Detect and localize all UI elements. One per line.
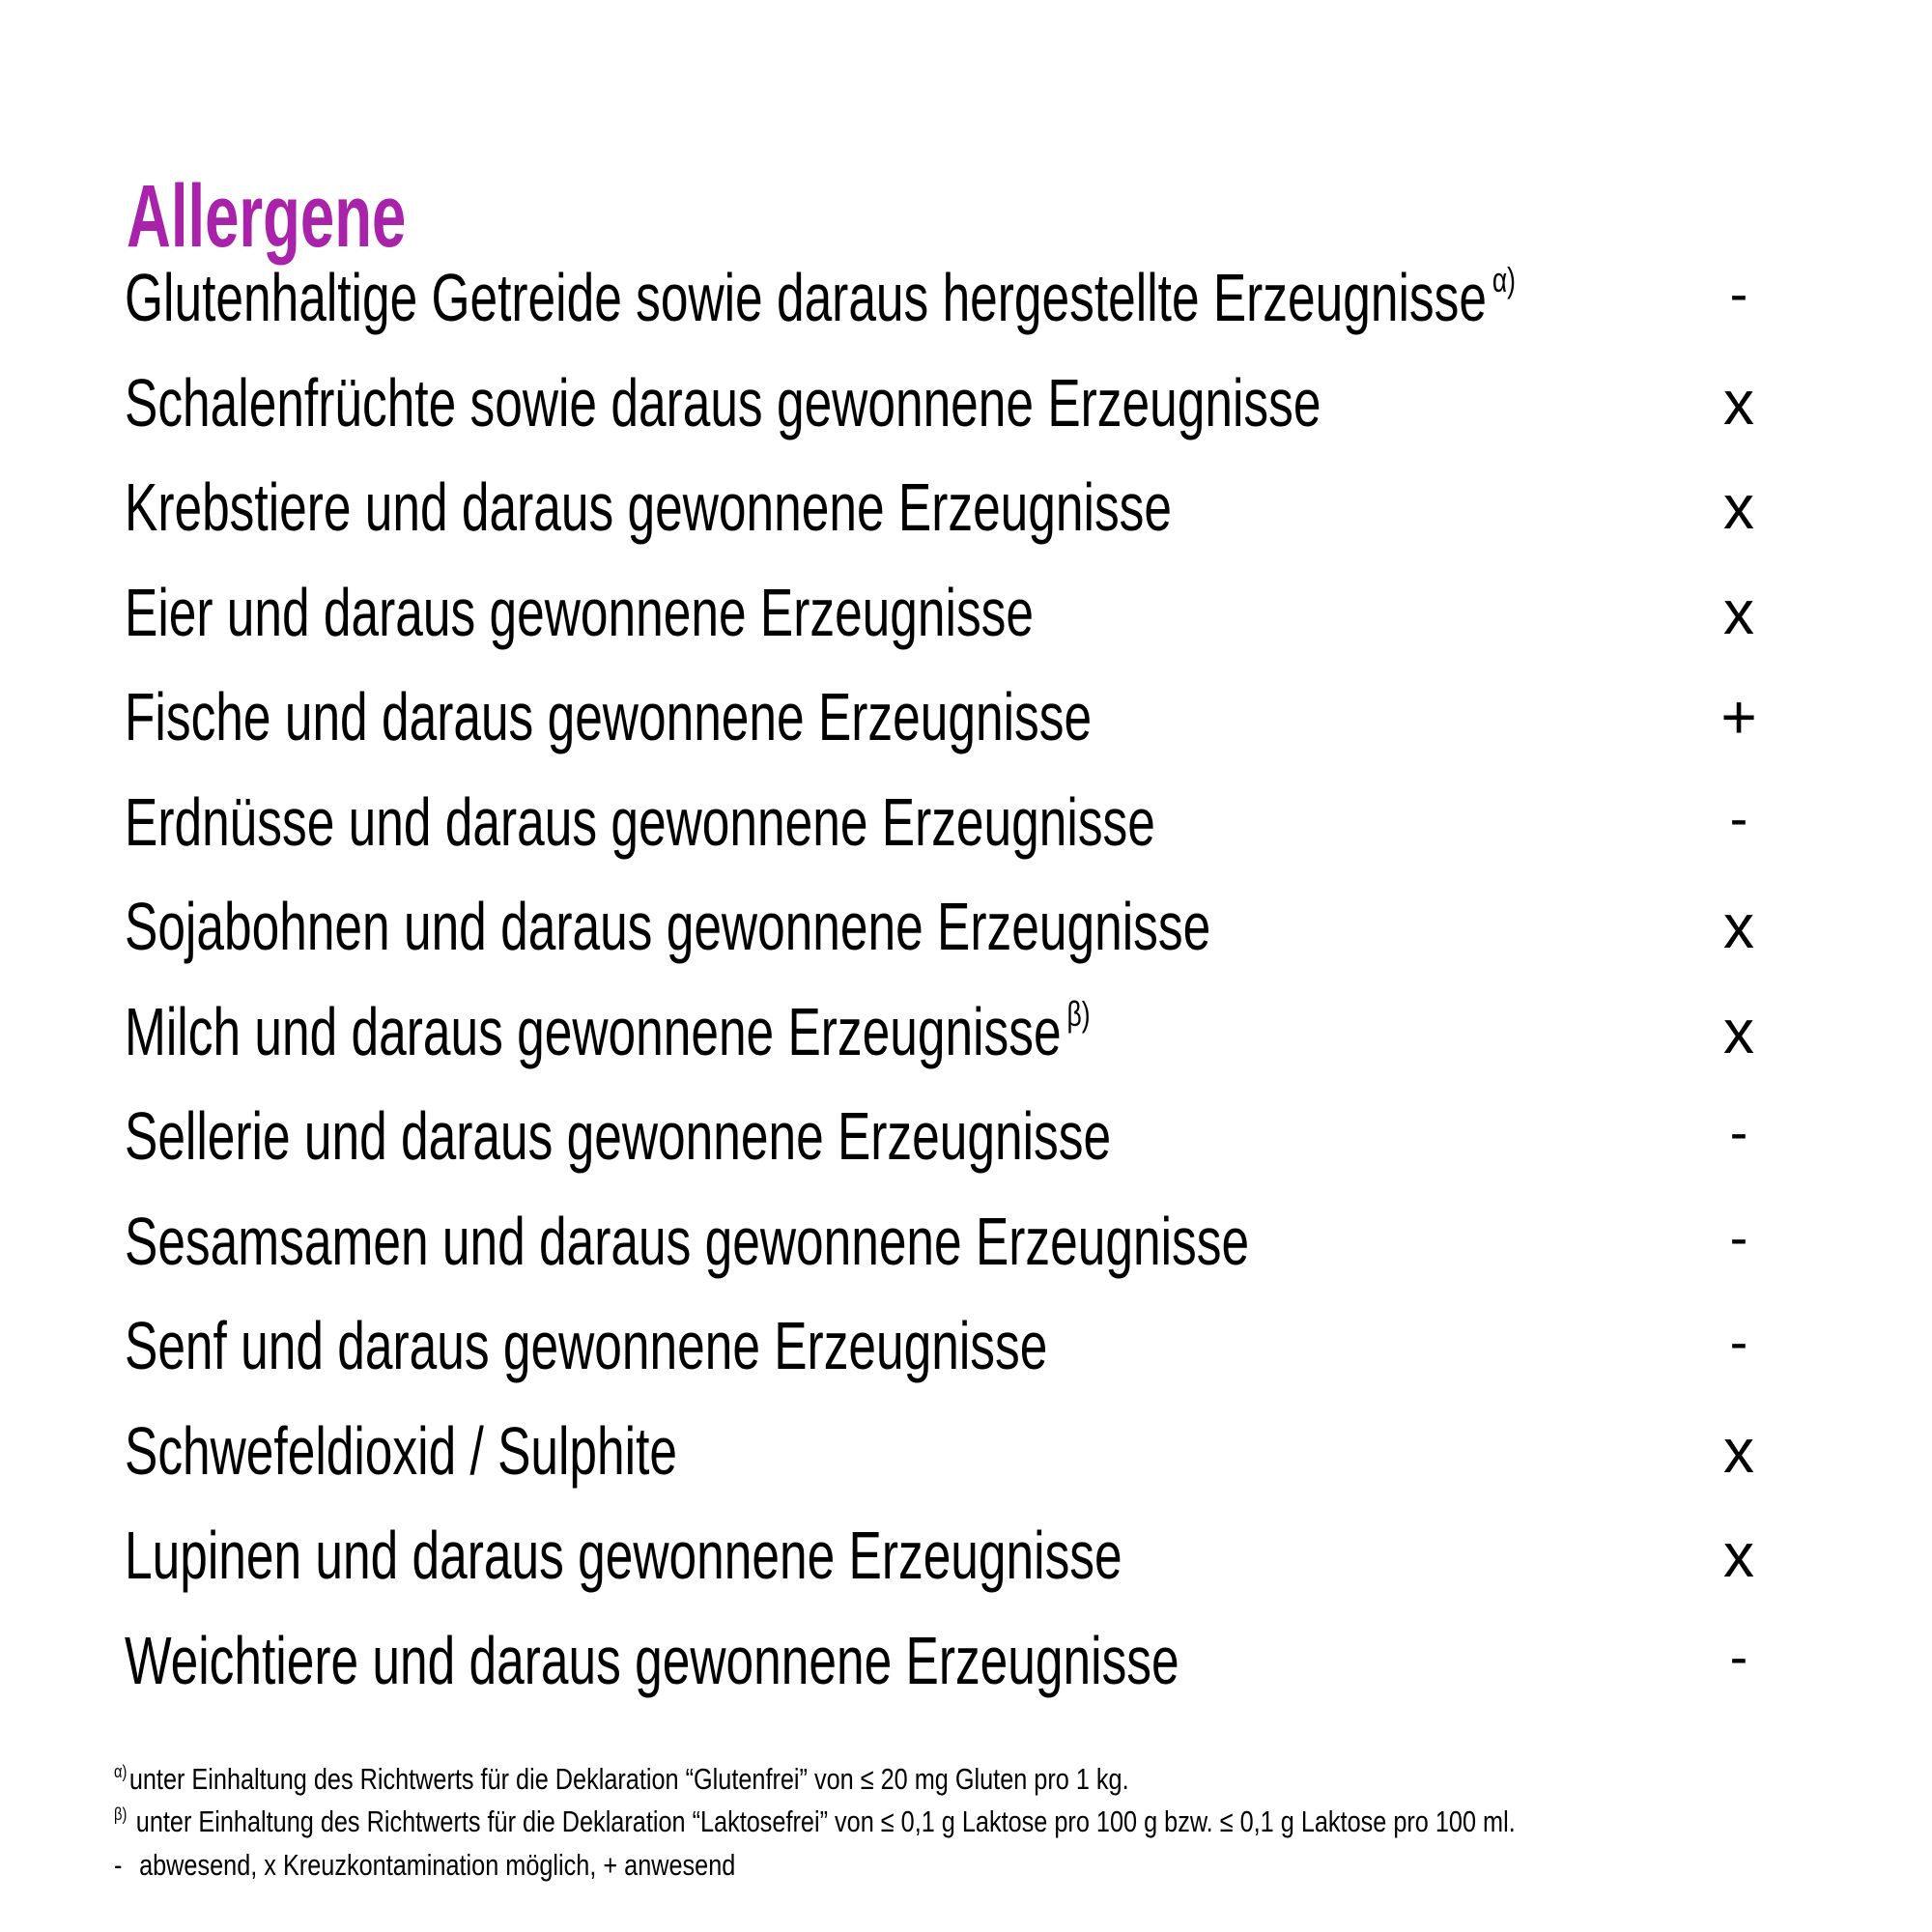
allergen-status-mark: x xyxy=(1723,1520,1754,1590)
allergen-status-mark: x xyxy=(1723,892,1754,961)
allergen-row xyxy=(0,459,1932,555)
allergen-label-text: Sesamsamen und daraus gewonnene Erzeugnisse xyxy=(125,1203,1250,1279)
allergen-label xyxy=(125,774,1155,870)
allergen-status-mark: - xyxy=(1729,1311,1748,1372)
footnote-legend-text: abwesend, x Kreuzkontamination möglich, + anwesend xyxy=(139,1848,736,1882)
allergen-label-text: Eier und daraus gewonnene Erzeugnisse xyxy=(125,574,1035,650)
allergen-label-text: Krebstiere und daraus gewonnene Erzeugnisse xyxy=(125,469,1173,545)
allergen-label-text: Schwefeldioxid / Sulphite xyxy=(125,1412,678,1489)
allergen-row xyxy=(0,774,1932,870)
allergen-status-mark: x xyxy=(1723,472,1754,542)
allergen-row xyxy=(0,1088,1932,1184)
allergen-row xyxy=(0,878,1932,975)
allergen-row xyxy=(0,983,1932,1080)
allergen-status-mark: x xyxy=(1723,367,1754,438)
allergen-label-text: Weichtiere und daraus gewonnene Erzeugnisse xyxy=(125,1622,1179,1698)
allergen-status-mark: - xyxy=(1729,786,1748,848)
footnote-marker: β) xyxy=(1066,993,1091,1034)
allergen-row xyxy=(0,564,1932,661)
footnote-beta-marker: β) xyxy=(114,1804,128,1824)
allergen-status-mark: - xyxy=(1729,1625,1748,1687)
allergen-row xyxy=(0,1193,1932,1290)
allergen-row xyxy=(0,1403,1932,1499)
allergen-label-text: Fische und daraus gewonnene Erzeugnisse xyxy=(125,679,1093,754)
allergen-status-mark: - xyxy=(1729,1101,1748,1162)
footnote-alpha xyxy=(114,1760,1129,1799)
footnote-alpha-text: unter Einhaltung des Richtwerts für die Deklaration “Glutenfrei” von ≤ 20 mg Gluten pro 1 kg. xyxy=(128,1762,1129,1796)
allergen-label xyxy=(125,1612,1179,1709)
allergen-label xyxy=(125,668,1092,765)
allergen-label-text: Sojabohnen und daraus gewonnene Erzeugnisse xyxy=(125,889,1211,964)
allergen-row xyxy=(0,1297,1932,1394)
allergen-label-text: Glutenhaltige Getreide sowie daraus hergestellte Erzeugnisse xyxy=(125,260,1487,335)
allergen-row xyxy=(0,1612,1932,1709)
legend-dash-marker: - xyxy=(114,1848,123,1882)
allergen-label-text: Milch und daraus gewonnene Erzeugnisse xyxy=(125,993,1062,1069)
allergen-status-mark: - xyxy=(1729,1206,1748,1267)
allergen-row xyxy=(0,355,1932,451)
allergen-label xyxy=(125,564,1034,661)
allergen-label xyxy=(125,878,1210,975)
page-title: Allergene xyxy=(127,166,407,266)
footnote-beta-text: unter Einhaltung des Richtwerts für die Deklaration “Laktosefrei” von ≤ 0,1 g Laktose pro 100 g bzw. ≤ 0,1 g Laktose pro 100 ml. xyxy=(128,1804,1516,1838)
allergen-status-mark: - xyxy=(1729,263,1748,324)
allergen-label xyxy=(125,1507,1122,1604)
allergen-label xyxy=(125,355,1321,451)
footnote-beta xyxy=(114,1803,1516,1841)
footnote-legend xyxy=(114,1846,735,1885)
allergen-label xyxy=(125,459,1172,555)
allergen-row xyxy=(0,668,1932,765)
allergen-label-text: Schalenfrüchte sowie daraus gewonnene Erzeugnisse xyxy=(125,364,1321,440)
allergen-row xyxy=(0,249,1932,346)
allergen-status-mark: x xyxy=(1723,577,1754,647)
allergen-status-mark: x xyxy=(1723,996,1754,1066)
allergen-label-text: Senf und daraus gewonnene Erzeugnisse xyxy=(125,1308,1048,1383)
allergen-label-text: Sellerie und daraus gewonnene Erzeugnisse xyxy=(125,1098,1112,1174)
allergen-label xyxy=(125,1193,1249,1290)
allergen-label xyxy=(125,1403,677,1499)
allergen-status-mark: + xyxy=(1720,682,1757,752)
footnote-marker: α) xyxy=(1492,260,1516,299)
allergen-label xyxy=(125,1297,1047,1394)
footnote-alpha-marker: α) xyxy=(114,1762,128,1781)
allergen-label xyxy=(125,249,1516,346)
allergen-row xyxy=(0,1507,1932,1604)
allergen-status-mark: x xyxy=(1723,1415,1754,1486)
allergen-label xyxy=(125,983,1091,1080)
allergen-label-text: Erdnüsse und daraus gewonnene Erzeugnisse xyxy=(125,783,1155,860)
allergen-label xyxy=(125,1088,1111,1184)
allergen-label-text: Lupinen und daraus gewonnene Erzeugnisse xyxy=(125,1518,1122,1593)
